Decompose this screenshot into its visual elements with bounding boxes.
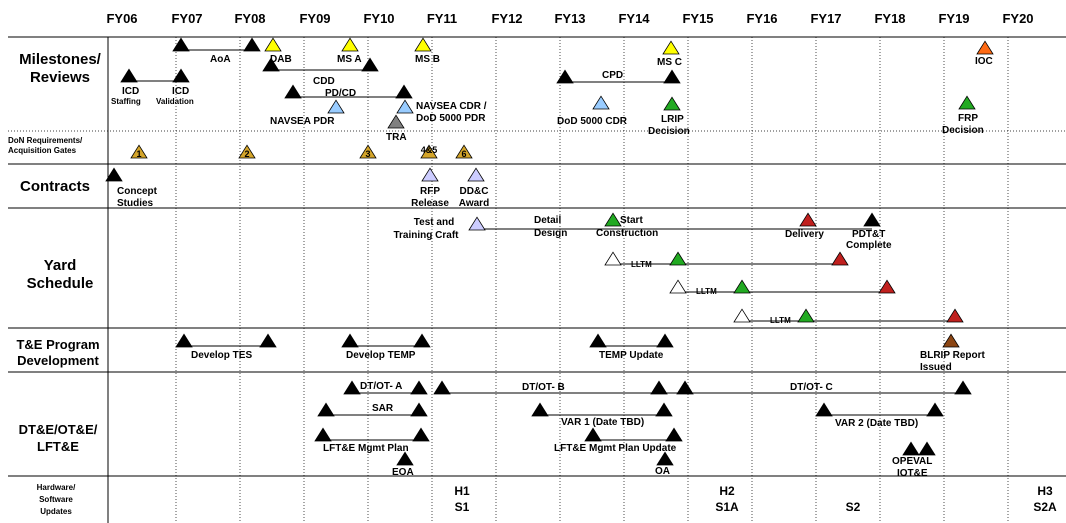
tra-marker bbox=[388, 115, 404, 128]
tes-start-marker bbox=[176, 334, 192, 347]
gate-number: 3 bbox=[365, 149, 371, 159]
eoa-label: EOA bbox=[392, 467, 414, 478]
opeval-label: IOT&E bbox=[897, 468, 928, 479]
yard-labels bbox=[393, 215, 892, 325]
var2-start-marker bbox=[816, 403, 832, 416]
dtot-a-end-marker bbox=[411, 381, 427, 394]
develop-tes-label: Develop TES bbox=[191, 350, 253, 361]
start-construction-marker bbox=[605, 213, 621, 226]
delivery-marker bbox=[800, 213, 816, 226]
lltm-label: LLTM bbox=[631, 260, 652, 269]
lfte-start-marker bbox=[315, 428, 331, 441]
lltm-1-start-marker bbox=[605, 252, 621, 265]
lltm-3-end-marker bbox=[947, 309, 963, 322]
blrip-marker bbox=[943, 334, 959, 347]
var1-label: VAR 1 (Date TBD) bbox=[561, 417, 645, 428]
icd-validation-label: Validation bbox=[156, 97, 194, 106]
dtot-a-label: DT/OT- A bbox=[360, 381, 403, 392]
fy-label: FY06 bbox=[106, 11, 138, 26]
dod-cdr-label: DoD 5000 CDR bbox=[557, 116, 628, 127]
pdtt-label: PDT&T bbox=[852, 229, 886, 240]
test-craft-label: Training Craft bbox=[393, 230, 459, 241]
concept-studies-label: Studies bbox=[117, 198, 154, 209]
row-label-hw: Updates bbox=[40, 507, 72, 516]
lltm-2-start-marker bbox=[670, 280, 686, 293]
fy-label: FY12 bbox=[491, 11, 523, 26]
row-labels bbox=[8, 51, 102, 516]
fy-label: FY13 bbox=[554, 11, 586, 26]
aoa-label: AoA bbox=[210, 54, 231, 65]
frp-label: Decision bbox=[942, 125, 984, 136]
fy-label: FY18 bbox=[874, 11, 906, 26]
lltm-1-mid-marker bbox=[670, 252, 686, 265]
dab-label: DAB bbox=[270, 54, 292, 65]
dtot-a-start-marker bbox=[344, 381, 360, 394]
dtot-c-label: DT/OT- C bbox=[790, 382, 833, 393]
lrip-label: LRIP bbox=[661, 114, 684, 125]
navsea-pdr-marker bbox=[328, 100, 344, 113]
dtot-c-start-marker bbox=[677, 381, 693, 394]
lfte-update-start-marker bbox=[585, 428, 601, 441]
test-craft-label: Test and bbox=[413, 217, 455, 228]
aoa-start-marker bbox=[173, 38, 189, 51]
aoa-end-marker bbox=[244, 38, 260, 51]
frp-label: FRP bbox=[958, 113, 978, 124]
ms-c-marker bbox=[663, 41, 679, 54]
temp-update-start-marker bbox=[590, 334, 606, 347]
fy-label: FY09 bbox=[299, 11, 331, 26]
ms-a-marker bbox=[342, 38, 358, 51]
ms-b-marker bbox=[415, 38, 431, 51]
row-label-milestones: Reviews bbox=[29, 69, 91, 86]
lltm-3-start-marker bbox=[734, 309, 750, 322]
delivery-label: Delivery bbox=[785, 229, 824, 240]
ms-c-label: MS C bbox=[657, 57, 682, 68]
tes-end-marker bbox=[260, 334, 276, 347]
h3-label: H3 bbox=[1037, 484, 1053, 498]
detail-design-label: Design bbox=[534, 228, 568, 239]
icd-validation-label: ICD bbox=[172, 86, 190, 97]
oa-marker bbox=[657, 452, 673, 465]
row-label-dt: LFT&E bbox=[37, 439, 79, 454]
icd-staffing-marker bbox=[121, 69, 137, 82]
lltm-label: LLTM bbox=[696, 287, 717, 296]
ddc-award-label: DD&C bbox=[459, 186, 489, 197]
detail-design-label: Detail bbox=[534, 215, 562, 226]
gate-number: 6 bbox=[461, 149, 467, 159]
pdtt-label: Complete bbox=[846, 240, 892, 251]
row-label-yard: Yard bbox=[43, 257, 77, 274]
dtot-b-label: DT/OT- B bbox=[522, 382, 565, 393]
sar-end-marker bbox=[411, 403, 427, 416]
var1-start-marker bbox=[532, 403, 548, 416]
gate-number: 1 bbox=[136, 149, 142, 159]
start-construction-label: Construction bbox=[596, 228, 659, 239]
dt-labels bbox=[323, 381, 932, 479]
row-label-te: T&E Program bbox=[16, 337, 100, 352]
fy-label: FY14 bbox=[618, 11, 650, 26]
var1-end-marker bbox=[656, 403, 672, 416]
h1-label: H1 bbox=[454, 484, 470, 498]
gate-number: 4&5 bbox=[420, 145, 438, 155]
ms-b-label: MS B bbox=[415, 54, 440, 65]
ddc-award-label: Award bbox=[458, 198, 490, 209]
fy-label: FY11 bbox=[426, 11, 458, 26]
row-label-gates: Acquisition Gates bbox=[8, 146, 77, 155]
h1-label: S1 bbox=[454, 500, 470, 514]
blrip-label: Issued bbox=[920, 362, 952, 373]
cdd-end-marker bbox=[362, 58, 378, 71]
pdtt-marker bbox=[864, 213, 880, 226]
lfte-plan-label: LFT&E Mgmt Plan bbox=[323, 443, 409, 454]
cpd-label: CPD bbox=[602, 70, 624, 81]
ddc-award-marker bbox=[468, 168, 484, 181]
contracts-labels bbox=[117, 186, 489, 209]
opeval-label: OPEVAL bbox=[892, 456, 933, 467]
icd-staffing-label: ICD bbox=[122, 86, 140, 97]
rfp-release-label: RFP bbox=[420, 186, 440, 197]
var2-end-marker bbox=[927, 403, 943, 416]
rfp-release-label: Release bbox=[411, 198, 449, 209]
dod-cdr-marker bbox=[593, 96, 609, 109]
navsea-pdr-label: NAVSEA PDR bbox=[270, 116, 335, 127]
icd-staffing-label: Staffing bbox=[111, 97, 141, 106]
h3-label: S2A bbox=[1033, 500, 1057, 514]
h2-label: S1A bbox=[715, 500, 739, 514]
fy-header bbox=[106, 11, 1033, 26]
temp-update-label: TEMP Update bbox=[599, 350, 664, 361]
lltm-2-mid-marker bbox=[734, 280, 750, 293]
dab-marker bbox=[265, 38, 281, 51]
milestone-labels bbox=[111, 54, 993, 143]
lltm-1-end-marker bbox=[832, 252, 848, 265]
fy-label: FY08 bbox=[234, 11, 266, 26]
lfte-update-label: LFT&E Mgmt Plan Update bbox=[554, 443, 677, 454]
row-label-milestones: Milestones/ bbox=[19, 51, 101, 68]
ioc-marker bbox=[977, 41, 993, 54]
row-label-dt: DT&E/OT&E/ bbox=[18, 422, 98, 437]
dtot-b-start-marker bbox=[434, 381, 450, 394]
te-labels bbox=[191, 350, 985, 373]
h2-label: H2 bbox=[719, 484, 735, 498]
fy-label: FY19 bbox=[938, 11, 970, 26]
row-label-te: Development bbox=[17, 353, 99, 368]
develop-temp-label: Develop TEMP bbox=[346, 350, 416, 361]
sar-label: SAR bbox=[372, 403, 394, 414]
lltm-3-mid-marker bbox=[798, 309, 814, 322]
iote-marker bbox=[919, 442, 935, 455]
ioc-label: IOC bbox=[975, 56, 993, 67]
navsea-cdr-label: DoD 5000 PDR bbox=[416, 113, 486, 124]
navsea-cdr-label: NAVSEA CDR / bbox=[416, 101, 487, 112]
navsea-cdr-marker bbox=[397, 100, 413, 113]
opeval-marker bbox=[903, 442, 919, 455]
fy-label: FY15 bbox=[682, 11, 714, 26]
pd-cd-end-marker bbox=[396, 85, 412, 98]
cpd-end-marker bbox=[664, 70, 680, 83]
eoa-marker bbox=[397, 452, 413, 465]
row-label-hw: Hardware/ bbox=[36, 483, 76, 492]
gate-numbers bbox=[136, 145, 466, 159]
lrip-label: Decision bbox=[648, 126, 690, 137]
test-craft-marker bbox=[469, 217, 485, 230]
blrip-label: BLRIP Report bbox=[920, 350, 985, 361]
dtot-c-end-marker bbox=[955, 381, 971, 394]
lrip-marker bbox=[664, 97, 680, 110]
lfte-end-marker bbox=[413, 428, 429, 441]
lfte-update-end-marker bbox=[666, 428, 682, 441]
temp-update-end-marker bbox=[657, 334, 673, 347]
fy-label: FY07 bbox=[171, 11, 203, 26]
pd-cd-start-marker bbox=[285, 85, 301, 98]
s2-label: S2 bbox=[845, 500, 861, 514]
milestone-markers bbox=[106, 38, 993, 465]
cpd-start-marker bbox=[557, 70, 573, 83]
sar-start-marker bbox=[318, 403, 334, 416]
temp-start-marker bbox=[342, 334, 358, 347]
row-label-yard: Schedule bbox=[26, 275, 94, 292]
tra-label: TRA bbox=[386, 132, 407, 143]
rfp-release-marker bbox=[422, 168, 438, 181]
lltm-label: LLTM bbox=[770, 316, 791, 325]
icd-validation-marker bbox=[173, 69, 189, 82]
fy-label: FY10 bbox=[363, 11, 395, 26]
cdd-label: CDD bbox=[313, 76, 335, 87]
temp-end-marker bbox=[414, 334, 430, 347]
dtot-b-end-marker bbox=[651, 381, 667, 394]
fy-label: FY20 bbox=[1002, 11, 1034, 26]
fy-label: FY17 bbox=[810, 11, 842, 26]
row-label-hw: Software bbox=[39, 495, 73, 504]
ms-a-label: MS A bbox=[337, 54, 362, 65]
concept-studies-label: Concept bbox=[117, 186, 157, 197]
gate-number: 2 bbox=[244, 149, 250, 159]
var2-label: VAR 2 (Date TBD) bbox=[835, 418, 919, 429]
hw-labels bbox=[454, 484, 1057, 514]
fy-label: FY16 bbox=[746, 11, 778, 26]
start-construction-label: Start bbox=[620, 215, 643, 226]
lltm-2-end-marker bbox=[879, 280, 895, 293]
frp-marker bbox=[959, 96, 975, 109]
oa-label: OA bbox=[655, 466, 670, 477]
pd-cd-label: PD/CD bbox=[325, 88, 357, 99]
row-label-gates: DoN Requirements/ bbox=[8, 136, 83, 145]
row-label-contracts: Contracts bbox=[19, 178, 91, 195]
